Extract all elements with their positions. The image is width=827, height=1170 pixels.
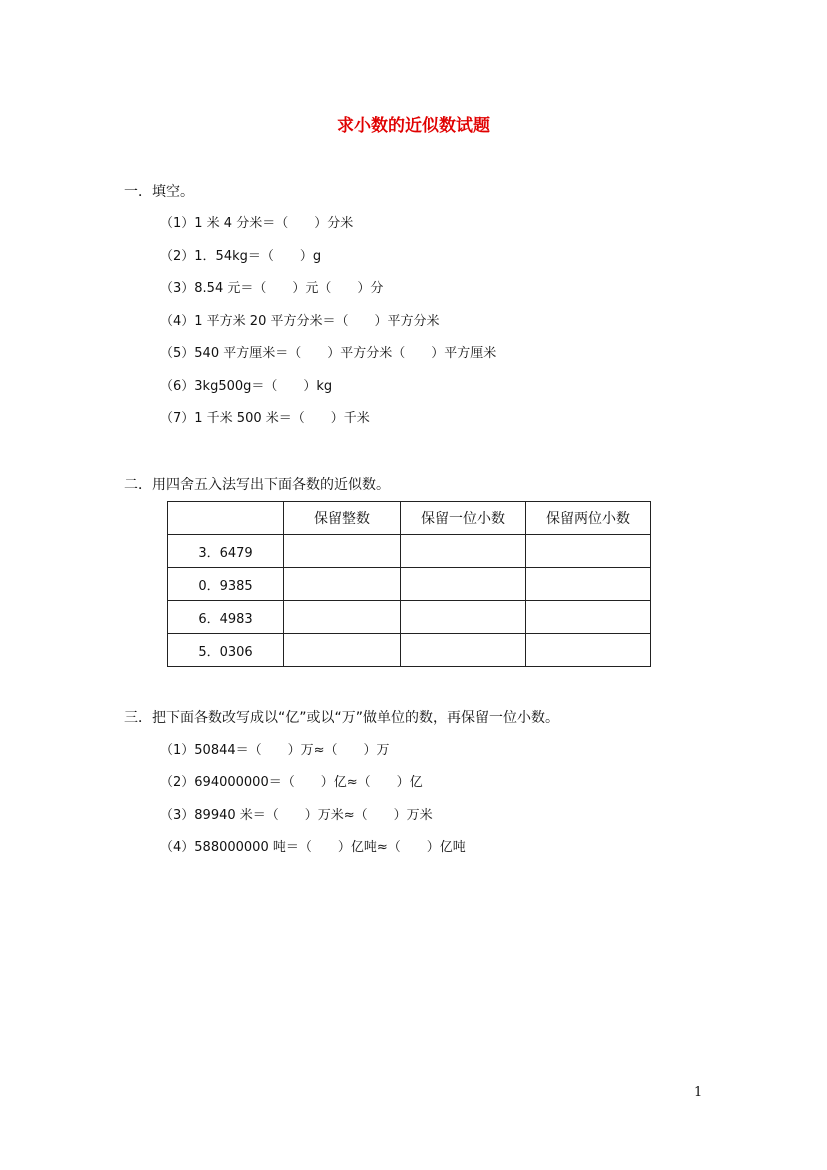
section3-item-3: （3）89940 米＝（ ）万米≈（ ）万米	[160, 808, 433, 823]
answer-cell[interactable]	[284, 634, 401, 667]
section3-item-2: （2）694000000＝（ ）亿≈（ ）亿	[160, 775, 423, 790]
page-title: 求小数的近似数试题	[337, 116, 490, 136]
section1-item-4: （4）1 平方米 20 平方分米＝（ ）平方分米	[160, 314, 440, 329]
section1-heading: 一．填空。	[124, 184, 194, 200]
page-number: 1	[694, 1085, 703, 1100]
rounding-table	[167, 501, 651, 667]
answer-cell[interactable]	[284, 568, 401, 601]
table-row	[168, 535, 651, 568]
answer-cell[interactable]	[401, 535, 526, 568]
section2-heading: 二．用四舍五入法写出下面各数的近似数。	[124, 477, 390, 493]
section1-item-5: （5）540 平方厘米＝（ ）平方分米（ ）平方厘米	[160, 346, 497, 361]
table-row	[168, 568, 651, 601]
section1-item-6: （6）3kg500g＝（ ）kg	[160, 379, 333, 394]
table-row-number: 6．4983	[168, 601, 284, 634]
table-row	[168, 634, 651, 667]
section1-item-7: （7）1 千米 500 米＝（ ）千米	[160, 411, 370, 426]
table-header-integer: 保留整数	[284, 502, 401, 535]
answer-cell[interactable]	[526, 568, 651, 601]
answer-cell[interactable]	[526, 535, 651, 568]
table-header-blank	[168, 502, 284, 535]
section3-item-1: （1）50844＝（ ）万≈（ ）万	[160, 743, 390, 758]
table-row-number: 3．6479	[168, 535, 284, 568]
answer-cell[interactable]	[401, 601, 526, 634]
section1-item-1: （1）1 米 4 分米＝（ ）分米	[160, 216, 354, 231]
table-row-number: 5．0306	[168, 634, 284, 667]
table-row	[168, 601, 651, 634]
answer-cell[interactable]	[401, 568, 526, 601]
table-header-row	[168, 502, 651, 535]
table-header-one-decimal: 保留一位小数	[401, 502, 526, 535]
answer-cell[interactable]	[401, 634, 526, 667]
section1-item-2: （2）1．54kg＝（ ）g	[160, 249, 322, 264]
answer-cell[interactable]	[526, 601, 651, 634]
answer-cell[interactable]	[284, 535, 401, 568]
section1-item-3: （3）8.54 元＝（ ）元（ ）分	[160, 281, 384, 296]
answer-cell[interactable]	[526, 634, 651, 667]
table-header-two-decimal: 保留两位小数	[526, 502, 651, 535]
answer-cell[interactable]	[284, 601, 401, 634]
section3-heading: 三．把下面各数改写成以“亿”或以“万”做单位的数，再保留一位小数。	[124, 710, 560, 726]
table-row-number: 0．9385	[168, 568, 284, 601]
section3-item-4: （4）588000000 吨＝（ ）亿吨≈（ ）亿吨	[160, 840, 466, 855]
